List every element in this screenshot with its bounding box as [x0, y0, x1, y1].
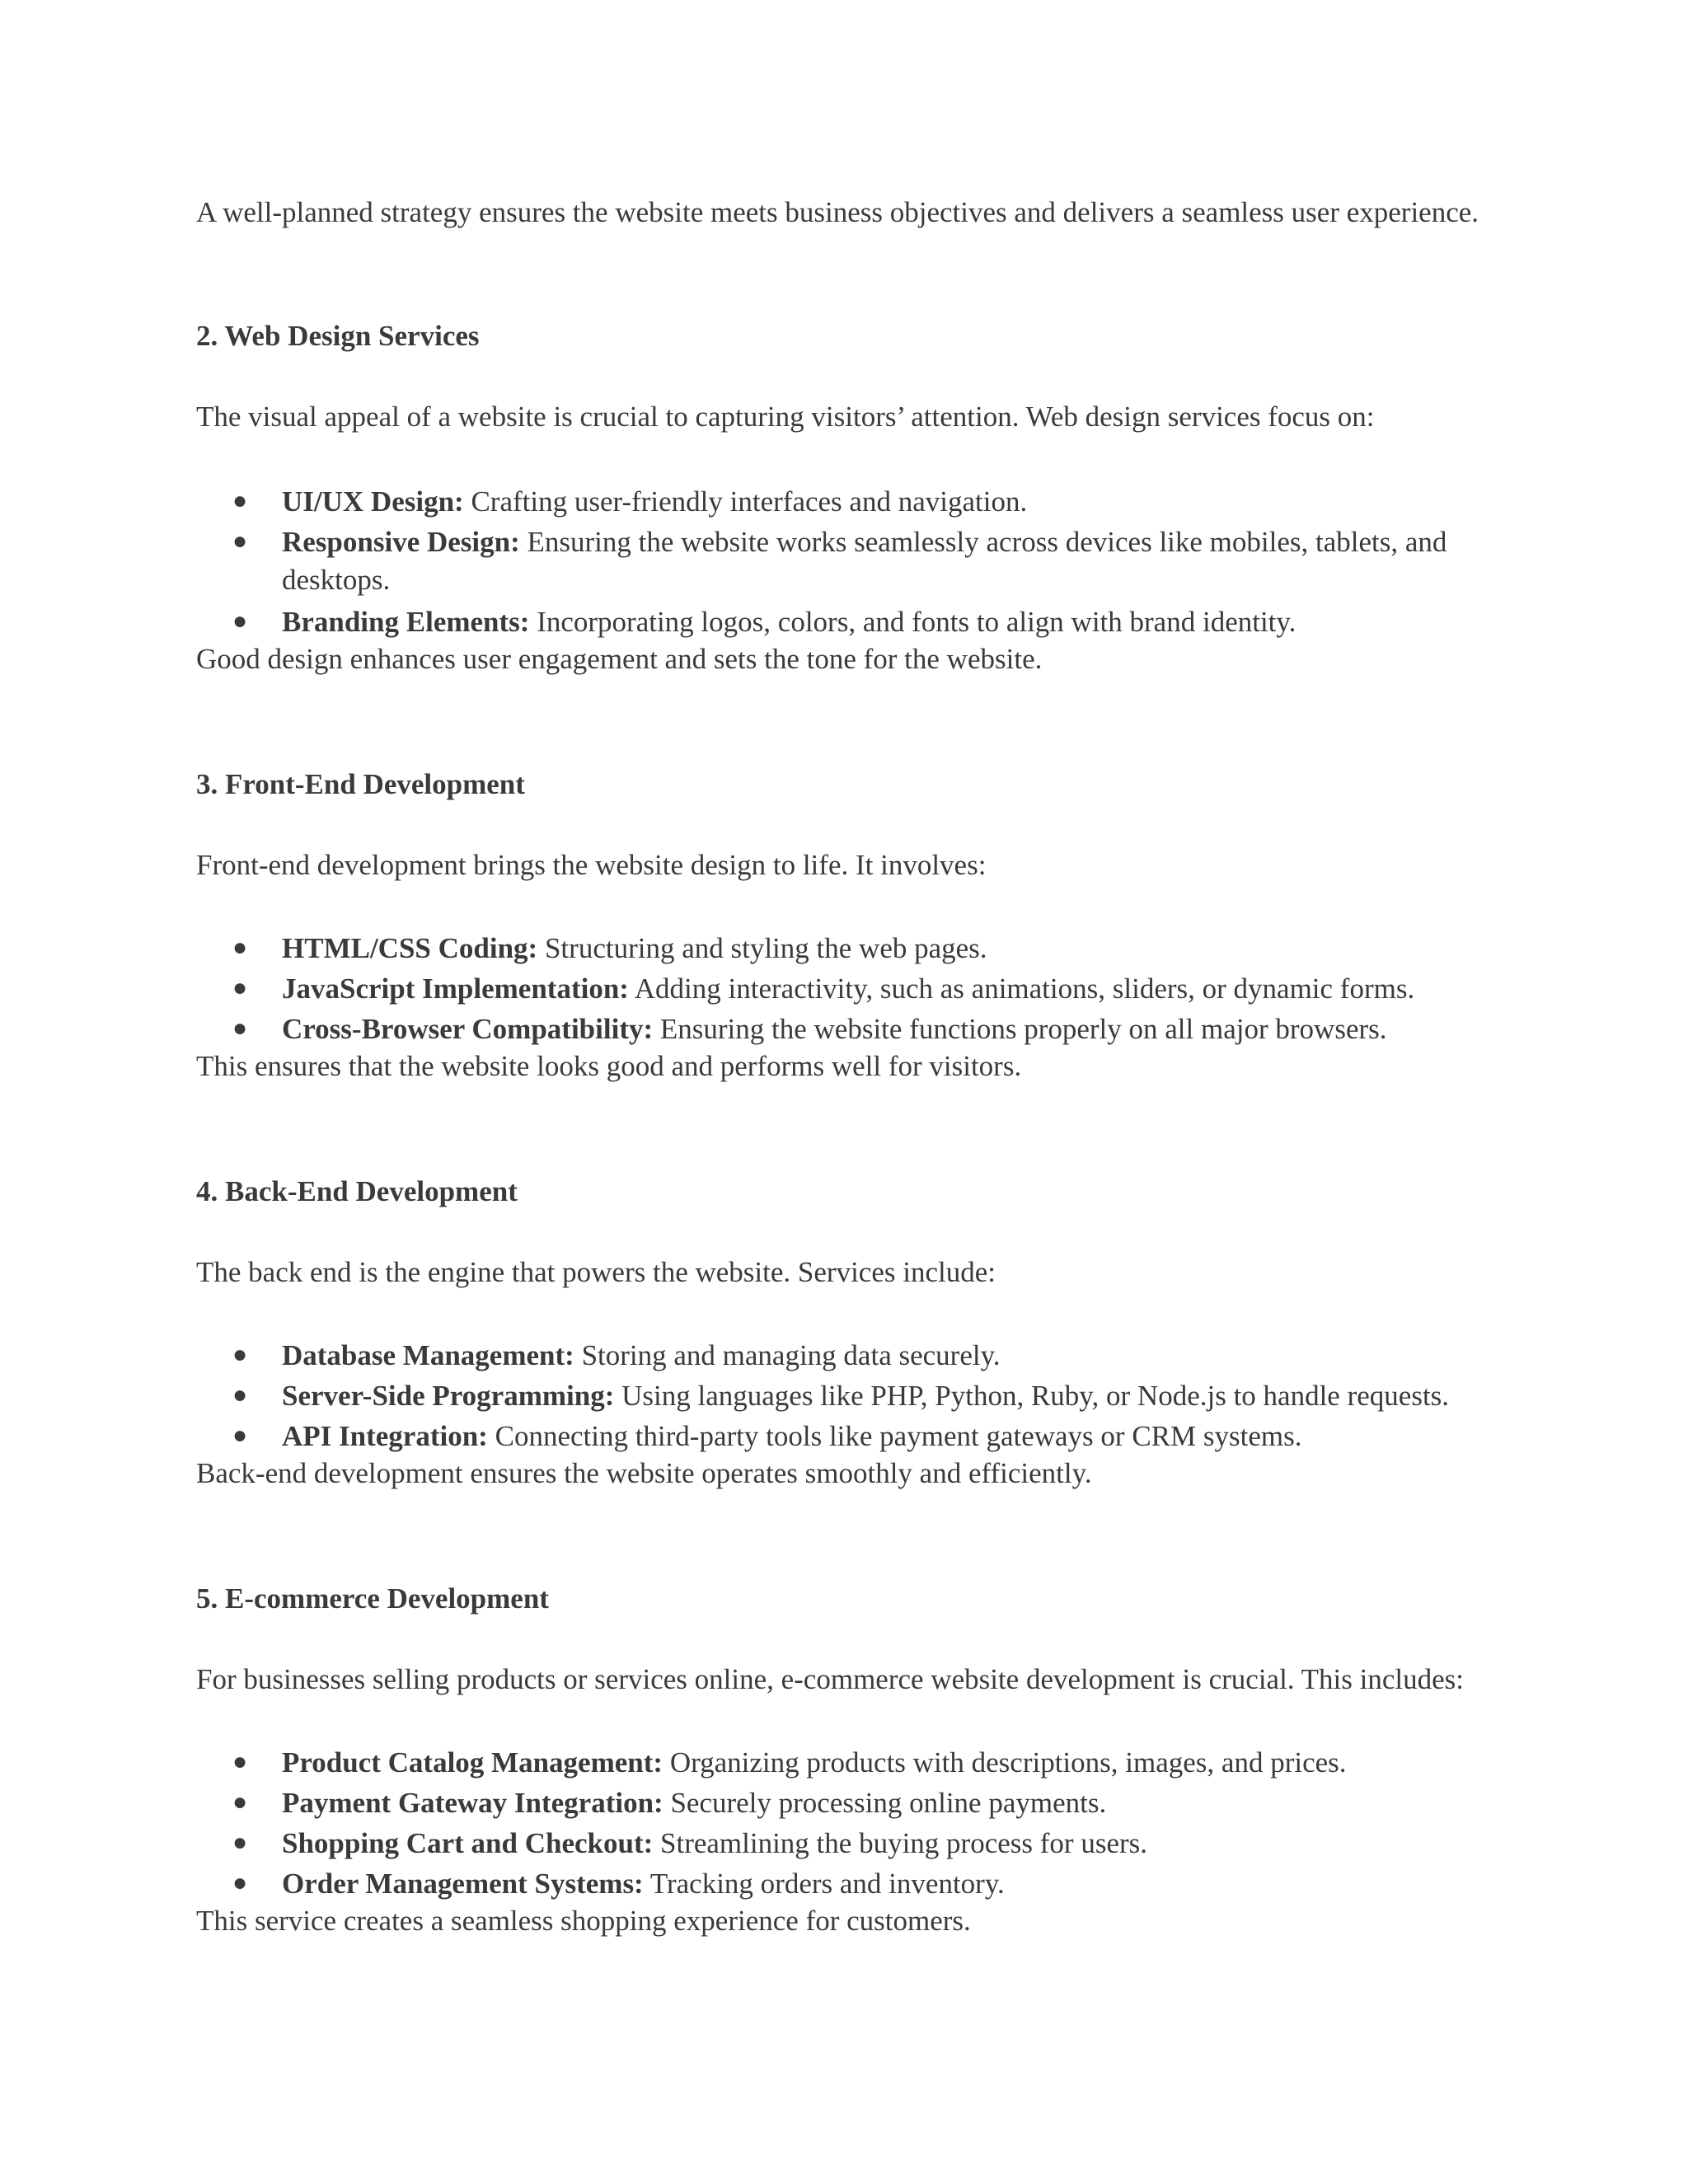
- section-lead: Front-end development brings the website design to life. It involves:: [196, 849, 987, 881]
- list-item: [282, 1784, 1518, 1822]
- list-item-term: Payment Gateway Integration:: [282, 1787, 663, 1819]
- section-heading: 3. Front-End Development: [196, 768, 525, 800]
- list-item-desc: Ensuring the website functions properly on all major browsers.: [653, 1013, 1387, 1045]
- section-closing: Good design enhances user engagement and sets the tone for the website.: [196, 643, 1043, 675]
- list-item-term: UI/UX Design:: [282, 485, 464, 518]
- list-item: [282, 1418, 1518, 1455]
- list-item-term: Server-Side Programming:: [282, 1380, 615, 1412]
- bullet-icon: ●: [232, 527, 248, 555]
- list-item: [282, 483, 1518, 521]
- list-item-term: Product Catalog Management:: [282, 1746, 663, 1779]
- list-item-desc: Incorporating logos, colors, and fonts to align with brand identity.: [529, 606, 1296, 638]
- intro-paragraph: A well-planned strategy ensures the website meets business objectives and delivers a seamless user experience.: [196, 196, 1479, 228]
- list-item-desc: Connecting third-party tools like payment gateways or CRM systems.: [487, 1420, 1302, 1452]
- list-item-desc: Adding interactivity, such as animations, sliders, or dynamic forms.: [628, 972, 1415, 1005]
- bullet-icon: ●: [232, 1869, 248, 1896]
- bullet-icon: ●: [232, 1341, 248, 1368]
- list-item-term: Branding Elements:: [282, 606, 530, 638]
- section-heading: 5. E-commerce Development: [196, 1582, 549, 1615]
- bullet-icon: ●: [232, 1381, 248, 1408]
- bullet-icon: ●: [232, 934, 248, 961]
- bullet-icon: ●: [232, 487, 248, 514]
- list-item: [282, 1010, 1518, 1048]
- list-item-desc: Organizing products with descriptions, images, and prices.: [663, 1746, 1347, 1779]
- section-lead: For businesses selling products or services online, e-commerce website development is crucial. This includes:: [196, 1663, 1465, 1695]
- section-closing: This service creates a seamless shopping experience for customers.: [196, 1905, 971, 1937]
- list-item: [282, 1744, 1518, 1782]
- section-closing: This ensures that the website looks good and performs well for visitors.: [196, 1050, 1022, 1082]
- list-item-term: Database Management:: [282, 1339, 574, 1371]
- section-lead: The visual appeal of a website is crucial to capturing visitors’ attention. Web design services focus on:: [196, 401, 1375, 433]
- list-item: [282, 1337, 1518, 1375]
- list-item-term: HTML/CSS Coding:: [282, 932, 538, 964]
- list-item-term: JavaScript Implementation:: [282, 972, 629, 1005]
- list-item: [282, 523, 1518, 599]
- list-item: [282, 970, 1518, 1008]
- list-item-term: Order Management Systems:: [282, 1868, 644, 1900]
- list-item-term: API Integration:: [282, 1420, 488, 1452]
- list-item-desc: Storing and managing data securely.: [574, 1339, 1001, 1371]
- bullet-icon: ●: [232, 607, 248, 635]
- list-item-desc: Streamlining the buying process for users.: [653, 1827, 1148, 1859]
- list-item-desc: Tracking orders and inventory.: [643, 1868, 1005, 1900]
- list-item-desc: Structuring and styling the web pages.: [537, 932, 987, 964]
- list-item-desc: Ensuring the website works seamlessly across devices like mobiles, tablets, and desktops.: [282, 526, 1447, 596]
- bullet-icon: ●: [232, 1422, 248, 1449]
- section-heading: 4. Back-End Development: [196, 1175, 518, 1207]
- list-item-term: Responsive Design:: [282, 526, 520, 558]
- section-closing: Back-end development ensures the website operates smoothly and efficiently.: [196, 1457, 1092, 1489]
- list-item: [282, 603, 1518, 641]
- list-item: [282, 930, 1518, 968]
- list-item-desc: Securely processing online payments.: [663, 1787, 1107, 1819]
- list-item-desc: Crafting user-friendly interfaces and navigation.: [463, 485, 1028, 518]
- list-item-desc: Using languages like PHP, Python, Ruby, or Node.js to handle requests.: [614, 1380, 1450, 1412]
- section-heading: 2. Web Design Services: [196, 320, 480, 352]
- bullet-icon: ●: [232, 1788, 248, 1816]
- list-item: [282, 1825, 1518, 1863]
- bullet-icon: ●: [232, 1829, 248, 1856]
- list-item: [282, 1865, 1518, 1903]
- bullet-icon: ●: [232, 1748, 248, 1775]
- list-item-term: Shopping Cart and Checkout:: [282, 1827, 654, 1859]
- list-item-term: Cross-Browser Compatibility:: [282, 1013, 654, 1045]
- section-lead: The back end is the engine that powers the website. Services include:: [196, 1256, 996, 1288]
- list-item: [282, 1377, 1518, 1415]
- bullet-icon: ●: [232, 1015, 248, 1042]
- bullet-icon: ●: [232, 974, 248, 1001]
